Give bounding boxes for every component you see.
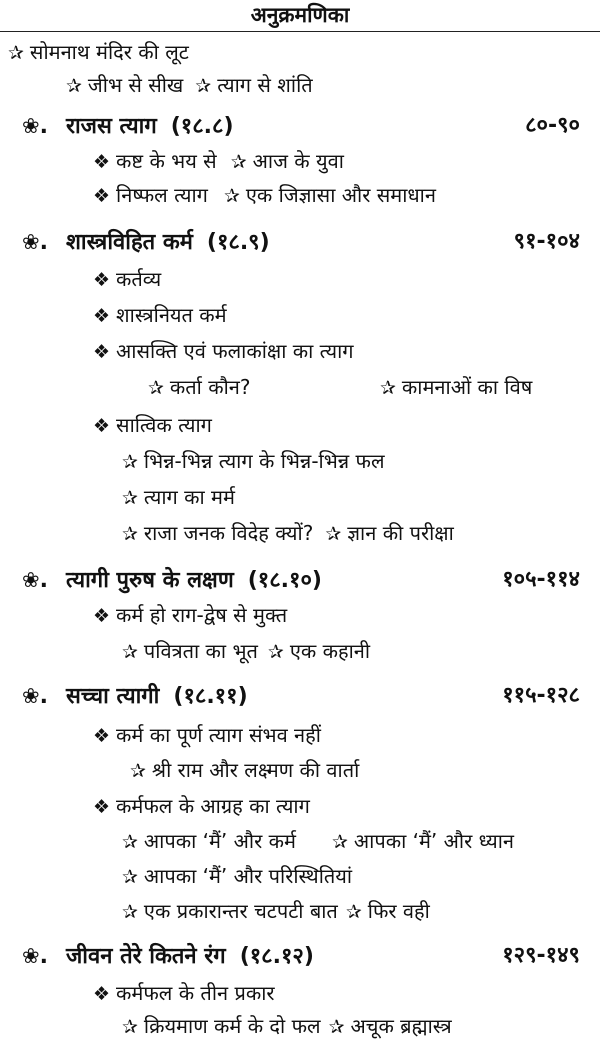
flower-bullet-icon: ❀ <box>22 568 40 592</box>
subtopic-label: अचूक ब्रह्मास्त्र <box>350 1014 452 1038</box>
star-outline-icon: ✰ <box>8 42 24 64</box>
star-outline-icon: ✰ <box>122 487 138 509</box>
verse-ref: (१८.८) <box>170 114 234 139</box>
subtopic-line <box>130 755 359 786</box>
chapter-heading-rajas-tyag: ❀. राजस त्याग (१८.८) ८०-९० <box>22 108 580 144</box>
star-outline-icon: ✰ <box>122 831 138 853</box>
four-diamond-icon: ❖ <box>93 185 111 207</box>
subtopic-line <box>122 636 370 667</box>
subtopic-label: श्री राम और लक्ष्मण की वार्ता <box>151 758 360 782</box>
flower-bullet-icon: ❀ <box>22 114 40 138</box>
subtopic-label: शास्त्रनियत कर्म <box>116 303 227 327</box>
star-outline-icon: ✰ <box>148 377 164 399</box>
subtopic-line <box>122 1011 452 1042</box>
subtopic-line <box>93 410 212 441</box>
subtopic-label: एक कहानी <box>289 639 371 663</box>
subtopic-label: आपका ‘मैं’ और कर्म <box>143 829 296 853</box>
star-outline-icon: ✰ <box>345 901 362 923</box>
star-outline-icon: ✰ <box>328 1016 345 1038</box>
subtopic-line <box>93 791 310 822</box>
subtopic-label: कर्म का पूर्ण त्याग संभव नहीं <box>116 723 321 747</box>
subtopic-line <box>93 720 321 751</box>
subtopic-label: ज्ञान की परीक्षा <box>347 521 454 545</box>
subtopic-label: कर्तव्य <box>116 267 162 291</box>
subtopic-label: आपका ‘मैं’ और परिस्थितियां <box>143 864 353 888</box>
verse-ref: (१८.९) <box>206 230 270 255</box>
chapter-heading-shastravihit-karm: ❀. शास्त्रविहित कर्म (१८.९) ९१-१०४ <box>22 224 580 260</box>
subtopic-label: आसक्ति एवं फलाकांक्षा का त्याग <box>116 339 354 363</box>
chapter-heading-jeevan-rang: ❀. जीवन तेरे कितने रंग (१८.१२) १२९-१४९ <box>22 938 580 974</box>
four-diamond-icon: ❖ <box>93 305 111 327</box>
subtopic-line <box>93 300 227 331</box>
subtopic-label: पवित्रता का भूत <box>143 639 258 663</box>
star-outline-icon: ✰ <box>195 75 212 97</box>
page-title: अनुक्रमणिका <box>0 0 600 32</box>
page-range: १०५-११४ <box>502 567 580 592</box>
subtopic-label: कर्म हो राग-द्वेष से मुक्त <box>116 603 288 627</box>
chapter-title: शास्त्रविहित कर्म <box>65 230 193 255</box>
subtopic-line <box>122 518 454 549</box>
verse-ref: (१८.१०) <box>247 568 322 593</box>
subtopic-label: एक प्रकारान्तर चटपटी बात <box>143 899 338 923</box>
star-outline-icon: ✰ <box>122 1016 138 1038</box>
subtopic-line <box>122 861 352 892</box>
four-diamond-icon: ❖ <box>93 341 111 363</box>
four-diamond-icon: ❖ <box>93 796 111 818</box>
chapter-title: सच्चा त्यागी <box>65 684 160 709</box>
page-range: १२९-१४९ <box>502 943 580 968</box>
chapter-title: राजस त्याग <box>65 114 157 139</box>
subtopic-line <box>93 264 161 295</box>
four-diamond-icon: ❖ <box>93 415 111 437</box>
subtopic-label: जीभ से सीख <box>87 73 184 97</box>
flower-bullet-icon: ❀ <box>22 944 40 968</box>
chapter-heading-sachcha-tyagi: ❀. सच्चा त्यागी (१८.११) ११५-१२८ <box>22 678 580 714</box>
chapter-title: त्यागी पुरुष के लक्षण <box>65 568 234 593</box>
star-outline-icon: ✰ <box>380 377 396 399</box>
star-outline-icon: ✰ <box>122 866 138 888</box>
subtopic-line <box>122 482 235 513</box>
subtopic-line <box>148 372 250 403</box>
intro-subtopics <box>66 70 313 101</box>
star-outline-icon: ✰ <box>122 641 138 663</box>
topic-label: सोमनाथ मंदिर की लूट <box>29 40 189 64</box>
chapter-title: जीवन तेरे कितने रंग <box>65 944 226 969</box>
subtopic-line <box>122 826 514 857</box>
subtopic-label: निष्फल त्याग <box>116 183 208 207</box>
subtopic-label: क्रियमाण कर्म के दो फल <box>143 1014 321 1038</box>
flower-bullet-icon: ❀ <box>22 684 40 708</box>
subtopic-label: भिन्न-भिन्न त्याग के भिन्न-भिन्न फल <box>143 449 385 473</box>
subtopic-label: आपका ‘मैं’ और ध्यान <box>353 829 515 853</box>
star-outline-icon: ✰ <box>122 451 138 473</box>
star-outline-icon: ✰ <box>331 831 348 853</box>
subtopic-line <box>93 336 354 367</box>
star-outline-icon: ✰ <box>267 641 284 663</box>
subtopic-line <box>380 372 532 403</box>
star-outline-icon: ✰ <box>223 185 240 207</box>
subtopic-label: कर्मफल के आग्रह का त्याग <box>116 794 310 818</box>
subtopic-line <box>93 978 275 1009</box>
subtopic-line <box>93 600 287 631</box>
verse-ref: (१८.१२) <box>239 944 314 969</box>
four-diamond-icon: ❖ <box>93 269 111 291</box>
subtopic-line <box>93 180 436 211</box>
page-range: ९१-१०४ <box>513 229 580 254</box>
flower-bullet-icon: ❀ <box>22 230 40 254</box>
subtopic-label: त्याग से शांति <box>217 73 313 97</box>
subtopic-label: कर्मफल के तीन प्रकार <box>116 981 275 1005</box>
chapter-heading-tyagi-purush: ❀. त्यागी पुरुष के लक्षण (१८.१०) १०५-११४ <box>22 562 580 598</box>
subtopic-label: त्याग का मर्म <box>143 485 235 509</box>
star-outline-icon: ✰ <box>230 151 247 173</box>
page-range: ११५-१२८ <box>502 683 580 708</box>
star-outline-icon: ✰ <box>66 75 82 97</box>
subtopic-label: आज के युवा <box>252 149 344 173</box>
subtopic-label: कर्ता कौन? <box>169 375 251 399</box>
four-diamond-icon: ❖ <box>93 605 111 627</box>
subtopic-label: एक जिज्ञासा और समाधान <box>245 183 436 207</box>
star-outline-icon: ✰ <box>325 523 342 545</box>
page-range: ८०-९० <box>525 113 580 138</box>
subtopic-label: सात्विक त्याग <box>116 413 212 437</box>
subtopic-label: कष्ट के भय से <box>116 149 217 173</box>
four-diamond-icon: ❖ <box>93 983 111 1005</box>
intro-topic <box>8 37 189 68</box>
star-outline-icon: ✰ <box>122 523 138 545</box>
four-diamond-icon: ❖ <box>93 151 111 173</box>
verse-ref: (१८.११) <box>173 684 248 709</box>
subtopic-line <box>93 146 344 177</box>
subtopic-line <box>122 446 385 477</box>
star-outline-icon: ✰ <box>122 901 138 923</box>
subtopic-label: कामनाओं का विष <box>401 375 533 399</box>
four-diamond-icon: ❖ <box>93 725 111 747</box>
subtopic-label: राजा जनक विदेह क्यों? <box>143 521 314 545</box>
star-outline-icon: ✰ <box>130 760 146 782</box>
subtopic-label: फिर वही <box>367 899 430 923</box>
subtopic-line <box>122 896 430 927</box>
